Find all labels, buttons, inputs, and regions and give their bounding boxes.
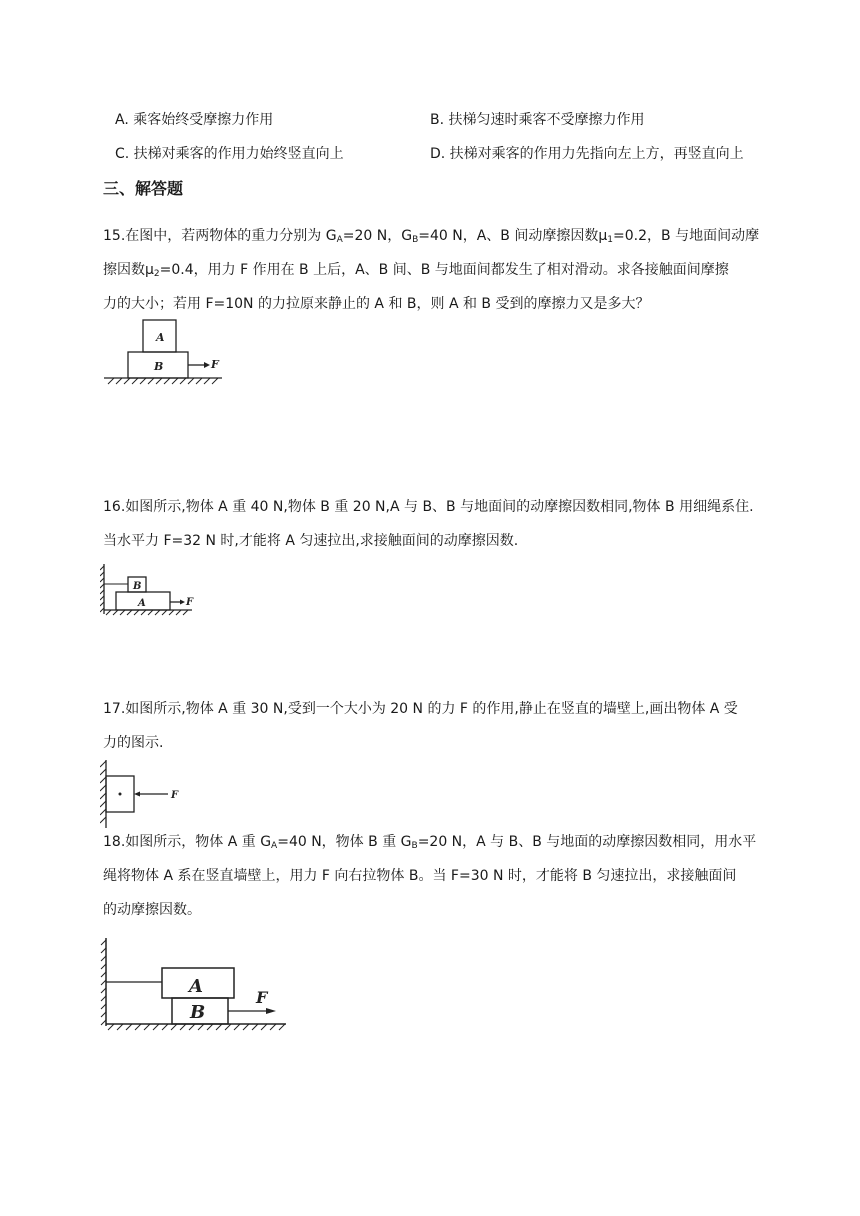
q18-line-2: 绳将物体 A 系在竖直墙壁上，用力 F 向右拉物体 B。当 F=30 N 时，才能将 B 匀速拉出，求接触面间	[103, 868, 737, 884]
q17-figure	[100, 758, 184, 830]
q18-figure	[100, 936, 290, 1032]
q15-line-3: 力的大小；若用 F=10N 的力拉原来静止的 A 和 B，则 A 和 B 受到的摩擦力又是多大？	[103, 296, 650, 312]
option-b: B. 扶梯匀速时乘客不受摩擦力作用	[430, 112, 645, 128]
label-a: A	[189, 976, 203, 997]
label-f: F	[186, 597, 194, 608]
q17-line-2: 力的图示.	[103, 735, 164, 751]
center-dot	[119, 793, 122, 796]
q15-line-1: 15.在图中，若两物体的重力分别为 $G_A=20$ N，$G_B=40$ N，A、B 间动摩擦因数$\mu_1=0.2$，B 与地面间动摩	[103, 228, 760, 245]
section-title: 三、解答题	[103, 179, 184, 198]
ground-hatch	[108, 378, 218, 384]
ground-hatch	[106, 610, 188, 615]
arrow-head	[266, 1008, 276, 1014]
wall-hatch	[100, 761, 106, 823]
option-d: D. 扶梯对乘客的作用力先指向左上方，再竖直向上	[430, 146, 744, 162]
q16-line-1: 16.如图所示,物体 A 重 40 N,物体 B 重 20 N,A 与 B、B 与地面间的动摩擦因数相同,物体 B 用细绳系住.	[103, 499, 754, 515]
label-f: F	[171, 790, 179, 801]
label-b: B	[190, 1002, 206, 1023]
arrow-head	[180, 600, 185, 605]
q16-figure	[100, 560, 196, 620]
option-a: A. 乘客始终受摩擦力作用	[115, 112, 274, 128]
label-b: B	[154, 360, 164, 373]
label-a: A	[156, 331, 165, 344]
ground-hatch	[108, 1024, 285, 1030]
q15-figure	[100, 316, 230, 388]
label-b: B	[133, 581, 142, 592]
label-f: F	[211, 358, 219, 371]
q18-line-1: 18.如图所示，物体 A 重 $G_A=40$ N，物体 B 重 $G_B=20$ N，A 与 B、B 与地面的动摩擦因数相同，用水平	[103, 834, 757, 851]
option-c: C. 扶梯对乘客的作用力始终竖直向上	[115, 146, 344, 162]
q17-line-1: 17.如图所示,物体 A 重 30 N,受到一个大小为 20 N 的力 F 的作用,静止在竖直的墙壁上,画出物体 A 受	[103, 701, 738, 717]
label-f: F	[256, 988, 268, 1007]
arrow-head	[204, 362, 210, 368]
q15-line-2: 擦因数$\mu_2=0.4$，用力 F 作用在 B 上后，A、B 间、B 与地面间都发生了相对滑动。求各接触面间摩擦	[103, 262, 729, 279]
q16-line-2: 当水平力 F=32 N 时,才能将 A 匀速拉出,求接触面间的动摩擦因数.	[103, 533, 519, 549]
label-a: A	[138, 598, 146, 609]
q18-line-3: 的动摩擦因数。	[103, 902, 201, 918]
arrow-head	[134, 792, 140, 797]
